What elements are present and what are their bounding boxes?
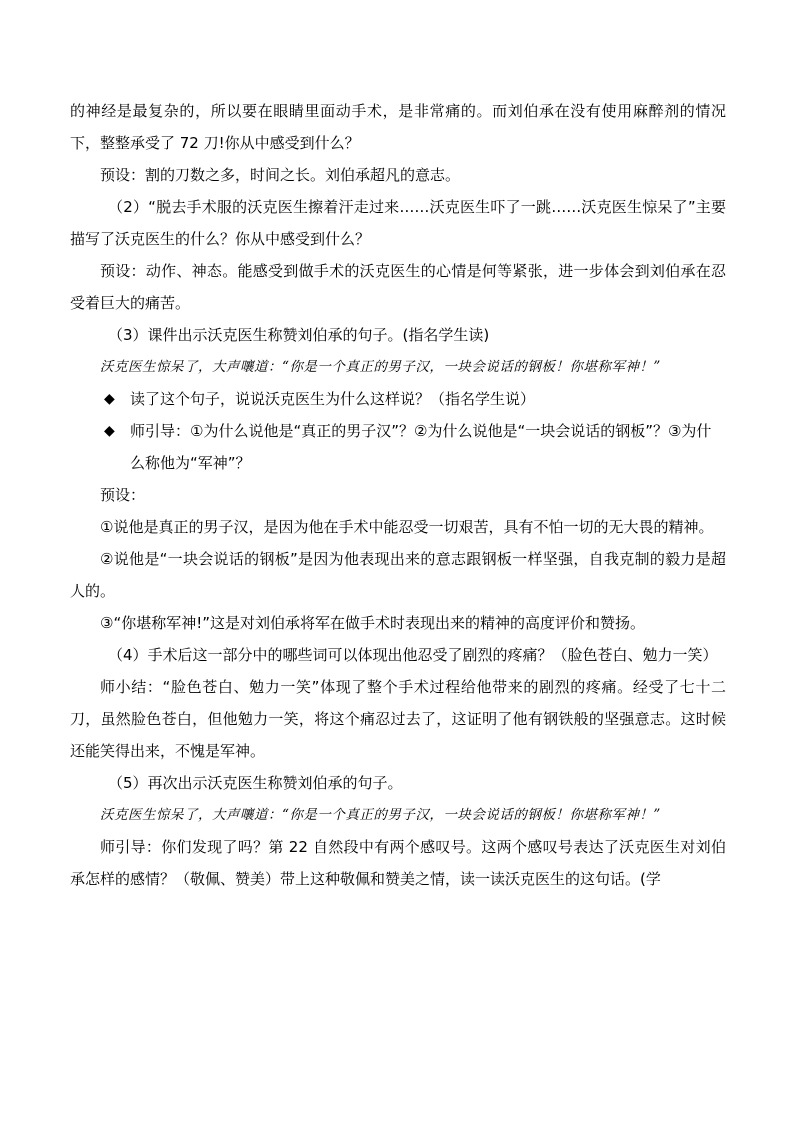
paragraph-question-5: （5）再次出示沃克医生称赞刘伯承的句子。 — [108, 774, 403, 792]
paragraph-answer-2: ②说他是“一块会说话的钢板”是因为他表现出来的意志跟钢板一样坚强，自我克制的毅力是超人的。 — [70, 550, 726, 600]
bullet-item-1 — [70, 383, 726, 415]
paragraph-answer-1: ①说他是真正的男子汉，是因为他在手术中能忍受一切艰苦，具有不怕一切的无大畏的精神。 — [100, 518, 714, 536]
paragraph-preset-label: 预设： — [100, 486, 146, 504]
paragraph-answer-3: ③“你堪称军神!”这是对刘伯承将军在做手术时表现出来的精神的高度评价和赞扬。 — [100, 614, 646, 632]
paragraph-preset-2: 预设：动作、神态。能感受到做手术的沃克医生的心情是何等紧张，进一步体会到刘伯承在忍受着巨大的痛苦。 — [70, 262, 726, 312]
bullet-item-text: 读了这个句子，说说沃克医生为什么这样说？（指名学生说） — [130, 390, 536, 408]
bullet-item-text: 师引导：①为什么说他是“真正的男子汉”？②为什么说他是“一块会说话的钢板”？③为什么称他为“军神”？ — [130, 422, 712, 472]
paragraph-question-3: （3）课件出示沃克医生称赞刘伯承的句子。(指名学生读) — [108, 326, 490, 344]
paragraph-question-4: （4）手术后这一部分中的哪些词可以体现出他忍受了剧烈的疼痛？（脸色苍白、勉力一笑） — [108, 646, 718, 664]
quote-walker-praise-2: 沃克医生惊呆了，大声嚷道：“你是一个真正的男子汉，一块会说话的钢板！你堪称军神！” — [100, 807, 661, 823]
quote-walker-praise-1: 沃克医生惊呆了，大声嚷道：“你是一个真正的男子汉，一块会说话的钢板！你堪称军神！” — [100, 359, 661, 375]
paragraph-teacher-summary: 师小结：“脸色苍白、勉力一笑”体现了整个手术过程给他带来的剧烈的疼痛。经受了七十二刀，虽然脸色苍白，但他勉力一笑，将这个痛忍过去了，这证明了他有钢铁般的坚强意志。这时候还能笑得出来，不愧是军神。 — [70, 678, 726, 760]
paragraph-question-2: （2）“脱去手术服的沃克医生擦着汗走过来……沃克医生吓了一跳……沃克医生惊呆了”主要描写了沃克医生的什么？你从中感受到什么？ — [70, 198, 726, 248]
paragraph-surgery-pain: 的神经是最复杂的，所以要在眼睛里面动手术，是非常痛的。而刘伯承在没有使用麻醉剂的情况下，整整承受了 72 刀!你从中感受到什么？ — [70, 102, 726, 152]
diamond-bullet-icon: ◆ — [104, 391, 115, 407]
bullet-item-2 — [70, 415, 726, 479]
diamond-bullet-icon: ◆ — [104, 423, 115, 439]
paragraph-preset-1: 预设：割的刀数之多，时间之长。刘伯承超凡的意志。 — [100, 166, 461, 184]
document-body — [70, 95, 726, 895]
paragraph-teacher-guide: 师引导：你们发现了吗？第 22 自然段中有两个感叹号。这两个感叹号表达了沃克医生对刘伯承怎样的感情？（敬佩、赞美）带上这种敬佩和赞美之情，读一读沃克医生的这句话。(学 — [70, 838, 726, 888]
